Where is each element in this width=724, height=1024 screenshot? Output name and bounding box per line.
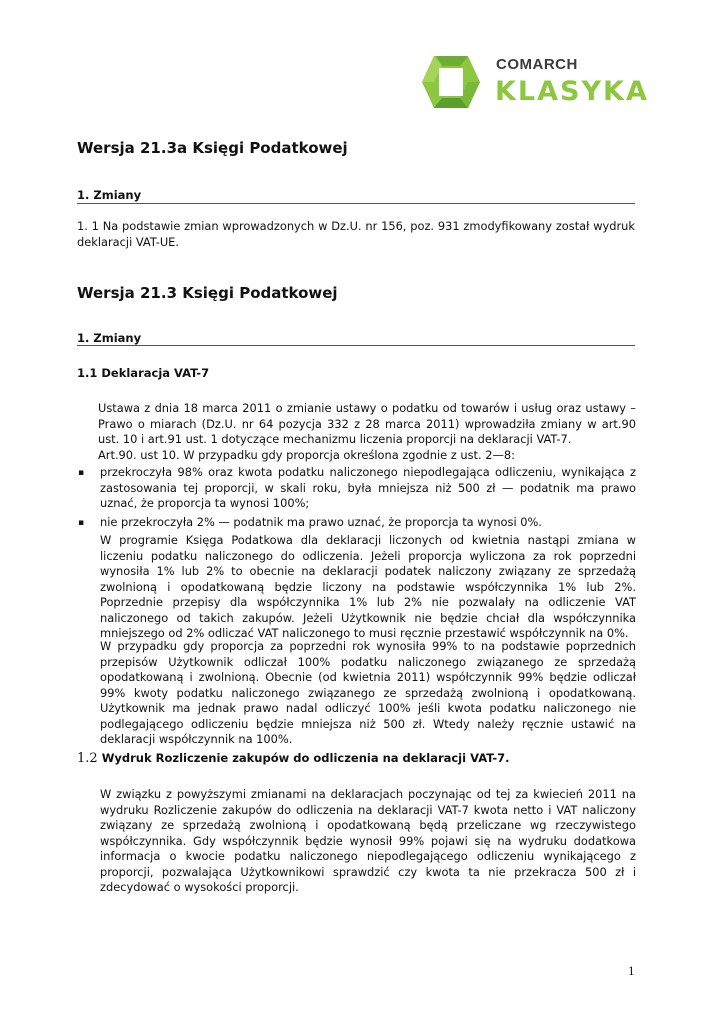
logo-brand: COMARCH (496, 56, 578, 73)
section1-title: Wersja 21.3a Księgi Podatkowej (77, 139, 348, 157)
bullet-marker: ▪ (78, 518, 85, 528)
section2-subheading: 1. Zmiany (77, 331, 142, 345)
bullet-text: nie przekroczyła 2% — podatnik ma prawo uznać, że proporcja ta wynosi 0%. (100, 515, 542, 529)
paragraph-99-percent-text: W przypadku gdy proporcja za poprzedni rok wynosiła 99% to na podstawie poprzednich przepisów Użytkownik odliczał 100% podatku naliczonego związanego ze sprzedażą opodatkowaną i zwolnioną. Obecnie (od kwietnia 2011) współczynnik 99% będzie odliczał 99% kwoty podatku naliczonego związanego ze sprzedażą zwolnioną i opodatkowaną. Użytkownik ma jednak prawo nadal odliczyć 100% jeśli kwota podatku naliczonego nie podlegającego odliczeniu będzie mniejsza niż 500 zł. Wtedy należy ręcznie ustawić na deklaracji współczynnik na 100%. (100, 639, 636, 746)
intro-text: Ustawa z dnia 18 marca 2011 o zmianie ustawy o podatku od towarów i usług oraz ustawy – Prawo o miarach (Dz.U. nr 64 pozycja 332 z 28 marca 2011) wprowadziła zmiany w art.90 ust. 10 i art.91 ust. 1 dotyczące mechanizmu liczenia proporcji na deklaracji VAT-7. (98, 401, 636, 446)
paragraph-wydruk (100, 787, 636, 896)
logo-product: KLASYKA (495, 76, 649, 107)
logo-mark-icon (420, 52, 482, 112)
subsection-1-2-title: Wydruk Rozliczenie zakupów do odliczenia na deklaracji VAT-7. (101, 751, 510, 765)
bullet-text: przekroczyła 98% oraz kwota podatku naliczonego niepodlegająca odliczeniu, wynikająca z zastosowania tej proporcji, w skali roku, była mniejsza niż 500 zł — podatnik ma prawo uznać, że proporcja ta wynosi 100%; (100, 465, 636, 510)
bullet-item (100, 515, 636, 531)
divider (77, 345, 635, 346)
section1-paragraph: 1. 1 Na podstawie zmian wprowadzonych w Dz.U. nr 156, poz. 931 zmodyfikowany został wydruk deklaracji VAT-UE. (77, 219, 635, 249)
divider (77, 203, 635, 204)
bullet-marker: ▪ (78, 468, 85, 478)
intro-paragraph (98, 401, 636, 448)
paragraph-program-text: W programie Księga Podatkowa dla deklaracji liczonych od kwietnia nastąpi zmiana w liczeniu podatku naliczonego do odliczenia. Jeżeli proporcja wyliczona za rok poprzedni wynosiła 1% lub 2% to obecnie na deklaracji podatek naliczony związany ze sprzedażą zwolnioną i opodatkowaną będzie liczony na podstawie współczynnika 1% lub 2%. Poprzednie przepisy dla współczynnika 1% lub 2% nie pozwalały na odliczenie VAT naliczonego od takich zakupów. Jeżeli Użytkownik nie będzie chciał dla współczynnika mniejszego od 2% odliczać VAT naliczonego to musi ręcznie przestawić współczynnik na 0%. (100, 533, 636, 640)
paragraph-wydruk-text: W związku z powyższymi zmianami na deklaracjach poczynając od tej za kwiecień 2011 na wydruku Rozliczenie zakupów do odliczenia na deklaracji VAT-7 kwota netto i VAT naliczony związany ze sprzedażą zwolnioną i opodatkowaną będą przeliczane wg rzeczywistego współczynnika. Gdy współczynnik będzie wynosił 99% pojawi się na wydruku dodatkowa informacja o kwocie podatku naliczonego niepodlegającego odliczeniu wynikającego z proporcji, pozwalająca Użytkownikowi sprawdzić czy kwota ta nie przekracza 500 zł i zdecydować o wysokości proporcji. (100, 787, 636, 894)
art-paragraph (98, 448, 636, 464)
section1-text (77, 219, 635, 250)
art-text: Art.90. ust 10. W przypadku gdy proporcja określona zgodnie z ust. 2—8: (98, 448, 515, 462)
bullet-item (100, 465, 636, 512)
subsection-1-2-number: 1.2 (77, 751, 98, 766)
page-number: 1 (628, 963, 635, 978)
section1-subheading: 1. Zmiany (77, 188, 142, 202)
paragraph-99-percent (100, 639, 636, 748)
section2-title: Wersja 21.3 Księgi Podatkowej (77, 284, 338, 302)
subsection-1-1-heading: 1.1 Deklaracja VAT-7 (77, 366, 210, 380)
comarch-klasyka-logo (420, 52, 649, 112)
paragraph-program (100, 533, 636, 642)
subsection-1-2-heading (77, 751, 510, 766)
